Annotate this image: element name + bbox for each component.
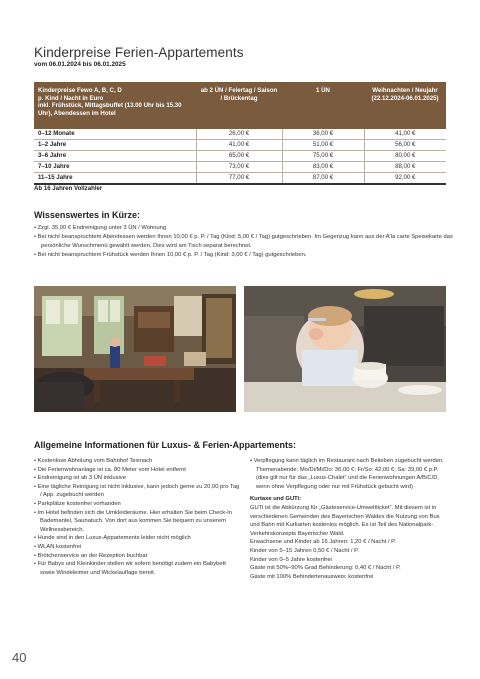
price-cell: 65,00 € — [196, 151, 282, 162]
allgemein-list — [34, 457, 240, 577]
header-ab-2-un: ab 2 ÜN / Feiertag / Saison / Brückentag — [196, 82, 282, 129]
row-label: 11–15 Jahre — [34, 173, 196, 185]
price-cell: 80,00 € — [364, 151, 446, 162]
toddler-illustration — [244, 286, 446, 412]
list-item: • Kostenlose Abholung vom Bahnhof Teisnach — [34, 458, 153, 464]
kurtaxe-line: Erwachsene und Kinder ab 16 Jahren: 1,20 € / Nacht / P. — [250, 539, 396, 546]
list-item: • Bei nicht beanspruchtem Abendessen werden Ihnen 10,00 € p. P. / Tag (Kind: 5,00 € / Tag) gutgeschrieben. Im Gegenzug kann aus der A'la carte Speisekarte das persönliche Wunschmenü gewählt werden. Dies wird am Tisch separat berechnet. — [34, 234, 453, 249]
price-cell: 41,00 € — [196, 140, 282, 151]
table-row — [34, 140, 446, 151]
kurtaxe-line: Kinder von 5–15 Jahren 0,50 € / Nacht / P. — [250, 547, 359, 554]
row-label: 1–2 Jahre — [34, 140, 196, 151]
list-item: • Verpflegung kann täglich im Restaurant nach Belieben zugebucht werden. Themenabende: Mo/Di/Mi/Do: 36,00 €; Fr/So: 42,00 €; Sa: 39,00 € p.P. (dies gilt nur für das „Luxus-Chalet“ und die Ferienwohnungen A/B/C/D, wenn ohne Verpflegung oder nur mit Frühstück gebucht wird) — [250, 458, 444, 490]
row-label: 3–6 Jahre — [34, 151, 196, 162]
list-item: • Die Ferienwohnanlage ist ca. 80 Meter vom Hotel entfernt — [34, 466, 186, 473]
table-row — [34, 173, 446, 185]
price-cell: 56,00 € — [364, 140, 446, 151]
list-item: • Zzgl. 35,00 € Endreinigung unter 3 ÜN / Wohnung — [34, 225, 167, 231]
wissenswertes-list — [34, 224, 454, 260]
allgemein-right-column — [250, 457, 450, 581]
price-cell: 92,00 € — [364, 173, 446, 185]
page-title: Kinderpreise Ferien-Appartements — [34, 45, 244, 60]
page-number: 40 — [12, 650, 27, 665]
header-category: Kinderpreise Fewo A, B, C, D p. Kind / Nacht in Euro inkl. Frühstück, Mittagsbuffet (13.00 Uhr bis 15.30 Uhr), Abendessen im Hotel — [34, 82, 196, 129]
list-item: • Brötchenservice an der Rezeption buchbar — [34, 552, 148, 559]
playroom-illustration — [34, 286, 236, 412]
list-item: • Im Hotel befinden sich die Umkleideräume. Hier erhalten Sie beim Check-In Bademantel, Saunatuch. Von dort aus kommen Sie bequem zu unserem Wellnessbereich. — [34, 509, 232, 533]
allgemein-left-column — [34, 457, 240, 577]
list-item: • Für Babys und Kleinkinder stellen wir sofern benötigt zudem ein Babybett sowie Windeleimer und Wickelauflage bereit. — [34, 561, 226, 576]
price-table — [34, 82, 446, 185]
wissenswertes-heading: Wissenswertes in Kürze: — [34, 210, 140, 220]
price-cell: 87,00 € — [282, 173, 364, 185]
price-cell: 51,00 € — [282, 140, 364, 151]
list-item: • WLAN kostenfrei — [34, 543, 82, 550]
price-cell: 41,00 € — [364, 129, 446, 140]
table-row — [34, 151, 446, 162]
list-item: • Parkplätze kostenfrei vorhanden — [34, 500, 121, 507]
verpflegung-list — [250, 457, 450, 491]
playroom-photo — [34, 286, 236, 412]
price-cell: 36,00 € — [282, 129, 364, 140]
header-1-un: 1 ÜN — [282, 82, 364, 129]
page-subtitle: vom 06.01.2024 bis 06.01.2025 — [34, 61, 126, 68]
price-cell: 77,00 € — [196, 173, 282, 185]
kurtaxe-line: Gäste mit 50%–90% Grad Behinderung: 0,40 € / Nacht / P. — [250, 565, 401, 572]
kurtaxe-block — [250, 504, 450, 581]
list-item: • Hunde sind in den Luxus-Appartements leider nicht möglich — [34, 535, 191, 542]
allgemein-heading: Allgemeine Informationen für Luxus- & Ferien-Appartements: — [34, 440, 297, 450]
price-cell: 26,00 € — [196, 129, 282, 140]
kurtaxe-heading: Kurtaxe und GUTi: — [250, 496, 302, 503]
header-weihnachten: Weihnachten / Neujahr (22.12.2024-06.01.2025) — [364, 82, 446, 129]
kurtaxe-line: Gäste mit 100% Behindertenausweis: kostenfrei — [250, 573, 374, 580]
kurtaxe-line: Kinder von 0–5 Jahre kostenfrei — [250, 556, 332, 563]
table-row — [34, 162, 446, 173]
price-table-header — [34, 82, 446, 129]
list-item: • Eine tägliche Reinigung ist nicht inklusive, kann jedoch gerne zu 20,00 pro Tag / App. zugebucht werden — [34, 483, 240, 499]
table-row — [34, 129, 446, 140]
kurtaxe-text: GUTi ist die Abkürzung für „Gästeservice-Umweltticket“. Mit diesem ist in verschiedenen Gemeinden des Bayerischen Waldes die Nutzung von Bus und Bahn mit Kurkarten kostenlos möglich. Es ist Teil des Nationalpark-Verkehrskonzepts Bayerischer Wald. — [250, 504, 440, 537]
price-cell: 75,00 € — [282, 151, 364, 162]
price-cell: 88,00 € — [364, 162, 446, 173]
row-label: 0–12 Monate — [34, 129, 196, 140]
toddler-photo — [244, 286, 446, 412]
price-cell: 73,00 € — [196, 162, 282, 173]
price-cell: 83,00 € — [282, 162, 364, 173]
list-item: • Endreinigung ist ab 3 ÜN inklusive — [34, 475, 126, 482]
row-label: 7–10 Jahre — [34, 162, 196, 173]
list-item: • Bei nicht beanspruchtem Frühstück werden Ihnen 10,00 € p. P. / Tag (Kind: 3,00 € / Tag) gutgeschrieben. — [34, 252, 307, 258]
table-footnote: Ab 16 Jahren Vollzahler — [34, 185, 103, 192]
